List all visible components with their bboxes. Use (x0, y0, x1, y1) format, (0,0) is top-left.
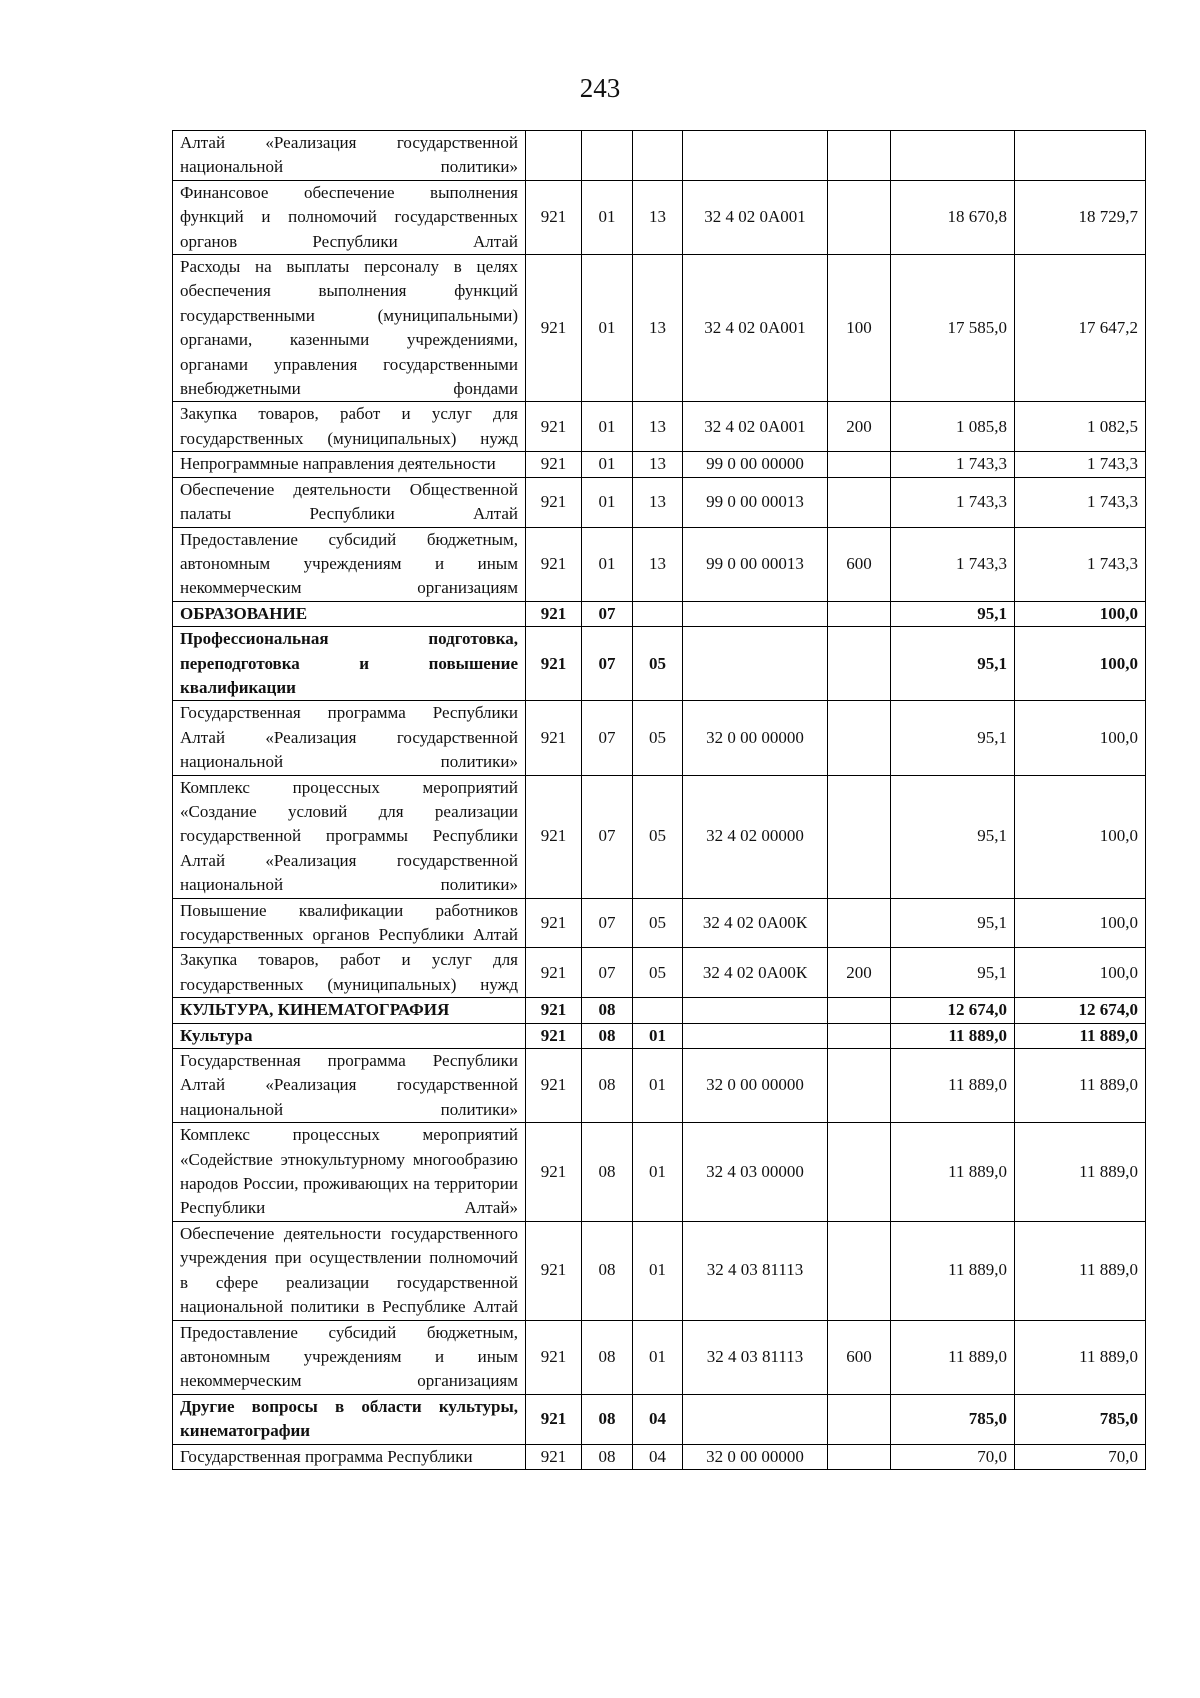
target-item-code-cell (683, 131, 828, 181)
ministry-code-cell: 921 (526, 1394, 582, 1444)
section-code-cell: 07 (582, 701, 633, 775)
expense-type-code-cell (828, 601, 891, 626)
expense-type-code-cell (828, 131, 891, 181)
row-name-cell: Другие вопросы в области культуры, кинематографии (173, 1394, 526, 1444)
subsection-code-cell: 13 (633, 527, 683, 601)
section-code-cell: 08 (582, 1394, 633, 1444)
amount-year-1-cell: 95,1 (891, 627, 1015, 701)
amount-year-1-cell: 11 889,0 (891, 1221, 1015, 1320)
amount-year-2-cell: 100,0 (1015, 601, 1146, 626)
ministry-code-cell: 921 (526, 998, 582, 1023)
table-row (173, 131, 1146, 181)
section-code-cell: 08 (582, 1320, 633, 1394)
amount-year-1-cell: 11 889,0 (891, 1023, 1015, 1048)
expense-type-code-cell: 200 (828, 402, 891, 452)
amount-year-2-cell: 100,0 (1015, 775, 1146, 898)
table-row (173, 1444, 1146, 1469)
table-row (173, 1320, 1146, 1394)
section-code-cell: 01 (582, 255, 633, 402)
ministry-code-cell: 921 (526, 1444, 582, 1469)
table-row (173, 601, 1146, 626)
expense-type-code-cell (828, 1394, 891, 1444)
amount-year-2-cell: 18 729,7 (1015, 180, 1146, 254)
amount-year-2-cell: 11 889,0 (1015, 1221, 1146, 1320)
amount-year-1-cell: 17 585,0 (891, 255, 1015, 402)
row-name-cell: Расходы на выплаты персоналу в целях обеспечения выполнения функций государственными (муниципальными) органами, казенными учреждениями, органами управления государственными внебюджетными фондами (173, 255, 526, 402)
section-code-cell: 07 (582, 775, 633, 898)
target-item-code-cell: 32 0 00 00000 (683, 701, 828, 775)
row-name-cell: Профессиональная подготовка, переподготовка и повышение квалификации (173, 627, 526, 701)
target-item-code-cell: 32 4 03 00000 (683, 1123, 828, 1222)
row-name-cell: Непрограммные направления деятельности (173, 452, 526, 477)
row-name-cell: Закупка товаров, работ и услуг для государственных (муниципальных) нужд (173, 948, 526, 998)
expense-type-code-cell (828, 775, 891, 898)
target-item-code-cell: 32 4 02 00000 (683, 775, 828, 898)
section-code-cell (582, 131, 633, 181)
ministry-code-cell: 921 (526, 180, 582, 254)
ministry-code-cell: 921 (526, 255, 582, 402)
row-name-cell: Предоставление субсидий бюджетным, автономным учреждениям и иным некоммерческим организациям (173, 1320, 526, 1394)
ministry-code-cell: 921 (526, 1221, 582, 1320)
ministry-code-cell: 921 (526, 627, 582, 701)
expense-type-code-cell (828, 1221, 891, 1320)
subsection-code-cell: 13 (633, 255, 683, 402)
expense-type-code-cell (828, 898, 891, 948)
subsection-code-cell: 01 (633, 1320, 683, 1394)
amount-year-2-cell: 70,0 (1015, 1444, 1146, 1469)
subsection-code-cell: 01 (633, 1023, 683, 1048)
amount-year-1-cell: 95,1 (891, 898, 1015, 948)
amount-year-2-cell: 11 889,0 (1015, 1320, 1146, 1394)
row-name-cell: Культура (173, 1023, 526, 1048)
amount-year-2-cell: 100,0 (1015, 627, 1146, 701)
subsection-code-cell: 04 (633, 1394, 683, 1444)
ministry-code-cell: 921 (526, 898, 582, 948)
expense-type-code-cell (828, 1123, 891, 1222)
subsection-code-cell (633, 601, 683, 626)
subsection-code-cell: 13 (633, 402, 683, 452)
amount-year-2-cell: 12 674,0 (1015, 998, 1146, 1023)
target-item-code-cell (683, 627, 828, 701)
subsection-code-cell: 05 (633, 898, 683, 948)
section-code-cell: 08 (582, 998, 633, 1023)
section-code-cell: 08 (582, 1221, 633, 1320)
table-row (173, 477, 1146, 527)
row-name-cell: Предоставление субсидий бюджетным, автономным учреждениям и иным некоммерческим организациям (173, 527, 526, 601)
row-name-cell: Комплекс процессных мероприятий «Содействие этнокультурному многообразию народов России, проживающих на территории Республики Алтай» (173, 1123, 526, 1222)
amount-year-1-cell: 70,0 (891, 1444, 1015, 1469)
budget-table (172, 130, 1146, 1470)
expense-type-code-cell (828, 477, 891, 527)
amount-year-1-cell (891, 131, 1015, 181)
expense-type-code-cell (828, 180, 891, 254)
section-code-cell: 01 (582, 180, 633, 254)
target-item-code-cell: 32 4 02 0А001 (683, 402, 828, 452)
page-number: 243 (579, 73, 621, 103)
section-code-cell: 08 (582, 1123, 633, 1222)
expense-type-code-cell: 600 (828, 1320, 891, 1394)
amount-year-2-cell: 1 743,3 (1015, 452, 1146, 477)
amount-year-1-cell: 12 674,0 (891, 998, 1015, 1023)
amount-year-1-cell: 1 743,3 (891, 477, 1015, 527)
expense-type-code-cell (828, 701, 891, 775)
ministry-code-cell: 921 (526, 1320, 582, 1394)
subsection-code-cell: 13 (633, 180, 683, 254)
ministry-code-cell: 921 (526, 1123, 582, 1222)
subsection-code-cell: 05 (633, 701, 683, 775)
amount-year-1-cell: 1 085,8 (891, 402, 1015, 452)
ministry-code-cell: 921 (526, 402, 582, 452)
row-name-cell: Государственная программа Республики Алтай «Реализация государственной национальной политики» (173, 1049, 526, 1123)
row-name-cell: Алтай «Реализация государственной национальной политики» (173, 131, 526, 181)
row-name-cell: КУЛЬТУРА, КИНЕМАТОГРАФИЯ (173, 998, 526, 1023)
table-row (173, 948, 1146, 998)
target-item-code-cell: 32 4 02 0А001 (683, 255, 828, 402)
section-code-cell: 01 (582, 477, 633, 527)
target-item-code-cell: 32 4 02 0А00К (683, 948, 828, 998)
row-name-cell: Комплекс процессных мероприятий «Создание условий для реализации государственной программы Республики Алтай «Реализация государственной национальной политики» (173, 775, 526, 898)
ministry-code-cell: 921 (526, 601, 582, 626)
amount-year-2-cell: 11 889,0 (1015, 1023, 1146, 1048)
target-item-code-cell: 32 4 03 81113 (683, 1320, 828, 1394)
section-code-cell: 01 (582, 452, 633, 477)
section-code-cell: 07 (582, 948, 633, 998)
target-item-code-cell: 99 0 00 00013 (683, 527, 828, 601)
amount-year-2-cell (1015, 131, 1146, 181)
table-row (173, 627, 1146, 701)
section-code-cell: 07 (582, 601, 633, 626)
expense-type-code-cell: 100 (828, 255, 891, 402)
table-row (173, 180, 1146, 254)
row-name-cell: Закупка товаров, работ и услуг для государственных (муниципальных) нужд (173, 402, 526, 452)
ministry-code-cell: 921 (526, 527, 582, 601)
amount-year-2-cell: 1 082,5 (1015, 402, 1146, 452)
row-name-cell: Государственная программа Республики Алтай «Реализация государственной национальной политики» (173, 701, 526, 775)
target-item-code-cell: 32 4 03 81113 (683, 1221, 828, 1320)
ministry-code-cell: 921 (526, 452, 582, 477)
amount-year-1-cell: 95,1 (891, 601, 1015, 626)
amount-year-1-cell: 95,1 (891, 701, 1015, 775)
target-item-code-cell (683, 601, 828, 626)
subsection-code-cell: 13 (633, 477, 683, 527)
amount-year-2-cell: 11 889,0 (1015, 1123, 1146, 1222)
ministry-code-cell: 921 (526, 477, 582, 527)
amount-year-2-cell: 100,0 (1015, 948, 1146, 998)
table-row (173, 998, 1146, 1023)
table-row (173, 255, 1146, 402)
target-item-code-cell: 99 0 00 00013 (683, 477, 828, 527)
row-name-cell: Обеспечение деятельности государственного учреждения при осуществлении полномочий в сфере реализации государственной национальной политики в Республике Алтай (173, 1221, 526, 1320)
target-item-code-cell: 32 0 00 00000 (683, 1049, 828, 1123)
subsection-code-cell: 05 (633, 775, 683, 898)
amount-year-2-cell: 11 889,0 (1015, 1049, 1146, 1123)
expense-type-code-cell: 600 (828, 527, 891, 601)
amount-year-1-cell: 785,0 (891, 1394, 1015, 1444)
budget-table-body (173, 131, 1146, 1470)
target-item-code-cell (683, 1023, 828, 1048)
row-name-cell: Финансовое обеспечение выполнения функций и полномочий государственных органов Республики Алтай (173, 180, 526, 254)
expense-type-code-cell (828, 627, 891, 701)
expense-type-code-cell (828, 1023, 891, 1048)
table-row (173, 1221, 1146, 1320)
row-name-cell: Обеспечение деятельности Общественной палаты Республики Алтай (173, 477, 526, 527)
expense-type-code-cell: 200 (828, 948, 891, 998)
section-code-cell: 01 (582, 527, 633, 601)
ministry-code-cell: 921 (526, 948, 582, 998)
section-code-cell: 08 (582, 1023, 633, 1048)
ministry-code-cell: 921 (526, 1049, 582, 1123)
subsection-code-cell: 01 (633, 1049, 683, 1123)
section-code-cell: 08 (582, 1444, 633, 1469)
section-code-cell: 07 (582, 627, 633, 701)
table-row (173, 898, 1146, 948)
subsection-code-cell: 13 (633, 452, 683, 477)
subsection-code-cell: 04 (633, 1444, 683, 1469)
amount-year-1-cell: 11 889,0 (891, 1049, 1015, 1123)
expense-type-code-cell (828, 452, 891, 477)
amount-year-1-cell: 11 889,0 (891, 1320, 1015, 1394)
amount-year-2-cell: 17 647,2 (1015, 255, 1146, 402)
target-item-code-cell (683, 1394, 828, 1444)
amount-year-2-cell: 1 743,3 (1015, 477, 1146, 527)
amount-year-2-cell: 1 743,3 (1015, 527, 1146, 601)
target-item-code-cell: 32 0 00 00000 (683, 1444, 828, 1469)
table-row (173, 701, 1146, 775)
expense-type-code-cell (828, 1049, 891, 1123)
section-code-cell: 08 (582, 1049, 633, 1123)
amount-year-1-cell: 1 743,3 (891, 452, 1015, 477)
table-row (173, 527, 1146, 601)
amount-year-2-cell: 100,0 (1015, 898, 1146, 948)
ministry-code-cell: 921 (526, 701, 582, 775)
amount-year-1-cell: 1 743,3 (891, 527, 1015, 601)
row-name-cell: Повышение квалификации работников государственных органов Республики Алтай (173, 898, 526, 948)
expense-type-code-cell (828, 1444, 891, 1469)
amount-year-2-cell: 100,0 (1015, 701, 1146, 775)
table-row (173, 1023, 1146, 1048)
target-item-code-cell: 32 4 02 0А001 (683, 180, 828, 254)
subsection-code-cell: 05 (633, 948, 683, 998)
target-item-code-cell: 99 0 00 00000 (683, 452, 828, 477)
section-code-cell: 01 (582, 402, 633, 452)
row-name-cell: ОБРАЗОВАНИЕ (173, 601, 526, 626)
table-row (173, 402, 1146, 452)
amount-year-1-cell: 95,1 (891, 775, 1015, 898)
expense-type-code-cell (828, 998, 891, 1023)
subsection-code-cell: 05 (633, 627, 683, 701)
table-row (173, 775, 1146, 898)
table-row (173, 1394, 1146, 1444)
table-row (173, 1123, 1146, 1222)
table-row (173, 452, 1146, 477)
amount-year-1-cell: 11 889,0 (891, 1123, 1015, 1222)
section-code-cell: 07 (582, 898, 633, 948)
target-item-code-cell (683, 998, 828, 1023)
amount-year-1-cell: 18 670,8 (891, 180, 1015, 254)
ministry-code-cell: 921 (526, 775, 582, 898)
ministry-code-cell (526, 131, 582, 181)
subsection-code-cell: 01 (633, 1221, 683, 1320)
subsection-code-cell: 01 (633, 1123, 683, 1222)
ministry-code-cell: 921 (526, 1023, 582, 1048)
target-item-code-cell: 32 4 02 0А00К (683, 898, 828, 948)
subsection-code-cell (633, 998, 683, 1023)
table-row (173, 1049, 1146, 1123)
amount-year-1-cell: 95,1 (891, 948, 1015, 998)
subsection-code-cell (633, 131, 683, 181)
row-name-cell: Государственная программа Республики (173, 1444, 526, 1469)
amount-year-2-cell: 785,0 (1015, 1394, 1146, 1444)
